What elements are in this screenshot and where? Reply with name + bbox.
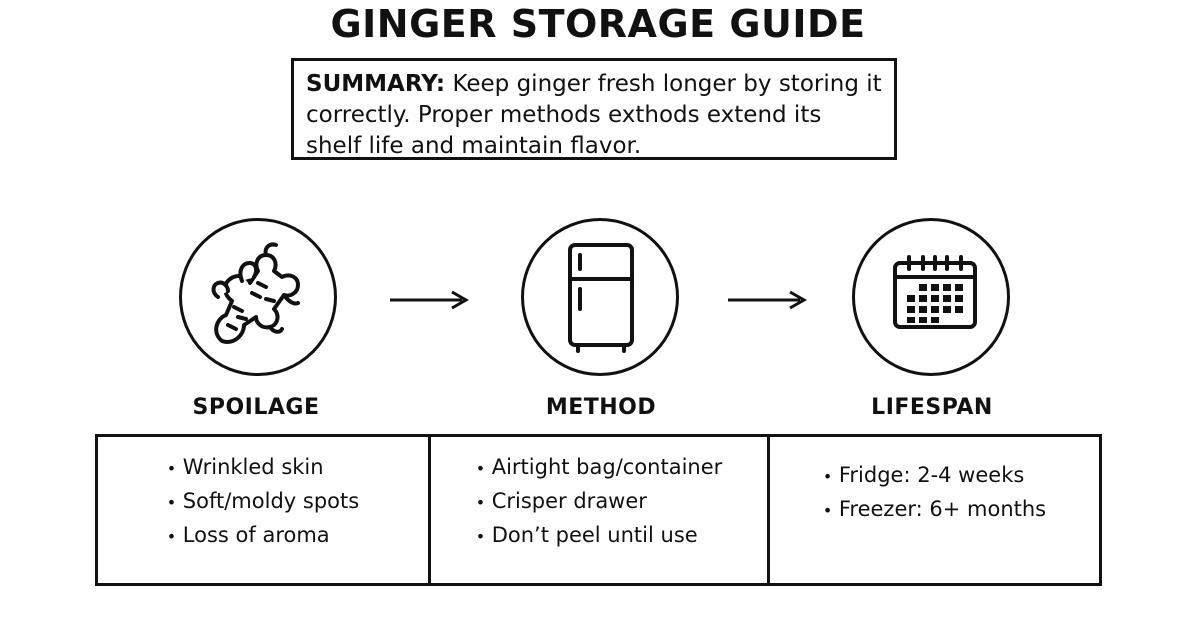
spoilage-cell (98, 437, 431, 583)
lifespan-icon-circle (852, 218, 1010, 376)
method-cell (431, 437, 770, 583)
lifespan-cell (770, 437, 1099, 583)
summary-text: Keep ginger fresh longer by storing it correctly. Proper methods exthods extend its shelf life and maintain flavor. (306, 71, 882, 159)
list-item: • Airtight bag/container (476, 451, 723, 485)
list-item: • Freezer: 6+ months (823, 493, 1046, 527)
ginger-root-icon (182, 221, 334, 373)
arrow-right-icon (388, 290, 472, 310)
list-item: • Loss of aroma (167, 519, 359, 553)
list-item: • Crisper drawer (476, 485, 723, 519)
summary-label: SUMMARY: (306, 71, 446, 97)
page-title: GINGER STORAGE GUIDE (330, 2, 866, 46)
lifespan-list (823, 459, 1046, 527)
spoilage-list (167, 451, 359, 553)
list-item: • Wrinkled skin (167, 451, 359, 485)
info-table (95, 434, 1102, 586)
method-icon-circle (521, 218, 679, 376)
step-label-method: METHOD (545, 395, 657, 420)
method-list (476, 451, 723, 553)
summary-box (291, 58, 897, 160)
step-label-lifespan: LIFESPAN (871, 395, 993, 420)
step-label-spoilage: SPOILAGE (192, 395, 320, 420)
list-item: • Soft/moldy spots (167, 485, 359, 519)
refrigerator-icon (524, 221, 676, 373)
list-item: • Don’t peel until use (476, 519, 723, 553)
calendar-icon (855, 221, 1007, 373)
arrow-right-icon (726, 290, 810, 310)
list-item: • Fridge: 2-4 weeks (823, 459, 1046, 493)
spoilage-icon-circle (179, 218, 337, 376)
